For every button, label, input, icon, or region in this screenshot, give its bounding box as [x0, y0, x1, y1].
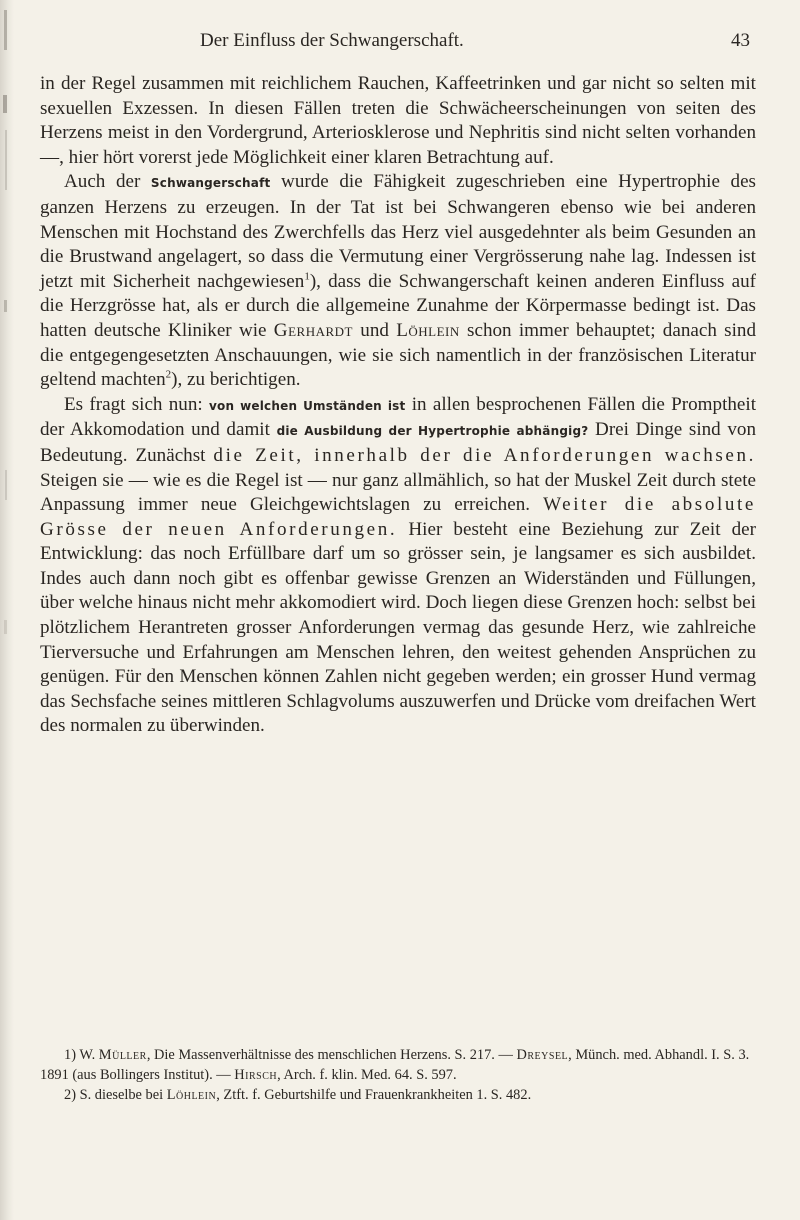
name-loehlein: Löhlein [396, 319, 460, 341]
paragraph-2: Auch der Schwangerschaft wurde die Fähigkeit zugeschrieben eine Hypertrophie des ganzen Herzens zu erzeugen. In der Tat ist bei Schwangeren ebenso wie bei anderen Menschen mit Hochstand des Zwerchfells das Herz viel ausgedehnter als beim Gesunden an die Brustwand angelagert, so dass die Vermutung einer Vergrösserung nahe lag. Indessen ist jetzt mit Sicherheit nachgewiesen$^1$), dass die Schwangerschaft keinen anderen Einfluss auf die Herzgrösse hat, als er durch die allgemeine Zunahme der Körpermasse bedingt ist. Das hatten deutsche Kliniker wie Gerhardt und Löhlein schon immer behauptet; danach sind die entgegengesetzten Anschauungen, wie sie sich namentlich in der französischen Literatur geltend machten$^2$), zu berichtigen. [40, 171, 756, 391]
footnote-2: 2) S. dieselbe bei Löhlein, Ztft. f. Geburtshilfe und Frauenkrankheiten 1. S. 482. [64, 1086, 532, 1103]
paragraph-3: Es fragt sich nun: von welchen Umständen ist in allen besprochenen Fällen die Promptheit der Akkomodation und damit die Ausbildung der Hypertrophie abhängig? Drei Dinge sind von Bedeutung. Zunächst die Zeit, innerhalb der die Anforderungen wachsen. Steigen sie — wie es die Regel ist — nur ganz allmählich, so hat der Muskel Zeit durch stete Anpassung immer neue Gleichgewichtslagen zu erreichen. Weiter die absolute Grösse der neuen Anforderungen. Hier besteht eine Beziehung zur Zeit der Entwicklung: das noch Erfüllbare darf um so grösser sein, je langsamer es sich ausbildet. Indes auch dann noch gibt es offenbar gewisse Grenzen an Widerständen und Füllungen, über welche hinaus nicht mehr akkomodiert wird. Doch liegen diese Grenzen hoch: selbst bei plötzlichem Herantreten grosser Anforderungen vermag das gesunde Herz, wie zahlreiche Tierversuche und Erfahrungen am Menschen lehren, den weitest gehenden Ansprüchen zu genügen. Für den Menschen können Zahlen nicht gegeben werden; ein grosser Hund vermag das Sechsfache seines mittleren Schlagvolums auszuwerfen und Drücke vom dreifachen Wert des normalen zu überwinden. [40, 393, 757, 737]
footnote-1: 1) W. Müller, Die Massenverhältnisse des menschlichen Herzens. S. 217. — Dreysel, Münch. med. Abhandl. I. S. 3. 1891 (aus Bollingers Institut). — Hirsch, Arch. f. klin. Med. 64. S. 597. [40, 1047, 750, 1083]
binding-edge [0, 0, 14, 1220]
footnote-ref-1: 1 [304, 270, 310, 283]
paragraph-1: in der Regel zusammen mit reichlichem Rauchen, Kaffeetrinken und gar nicht so selten mit sexuellen Exzessen. In diesen Fällen treten die Schwächeerscheinungen von seiten des Herzens meist in den Vordergrund, Arteriosklerose und Nephritis sind nicht selten vorhanden —, hier hört vorerst jede Möglichkeit einer klaren Betrachtung auf. [40, 73, 756, 168]
emphasis-umstaende: von welchen Umständen ist [209, 398, 406, 413]
running-header [160, 30, 750, 52]
emphasis-schwangerschaft: Schwangerschaft [150, 176, 271, 191]
spaced-zeit: die Zeit, innerhalb der die Anforderungen wachsen. [213, 444, 756, 466]
emphasis-hypertrophie: die Ausbildung der Hypertrophie abhängig? [276, 424, 589, 439]
page-number: 43 [731, 30, 750, 51]
spaced-groesse: Weiter die absolute Grösse der neuen Anforderungen. [40, 494, 756, 540]
running-title: Der Einfluss der Schwangerschaft. [200, 30, 464, 51]
name-gerhardt: Gerhardt [273, 319, 353, 341]
binding-marks [2, 0, 12, 700]
footnotes [40, 1046, 756, 1105]
footnote-ref-2: 2 [165, 368, 172, 381]
main-text [40, 72, 756, 739]
